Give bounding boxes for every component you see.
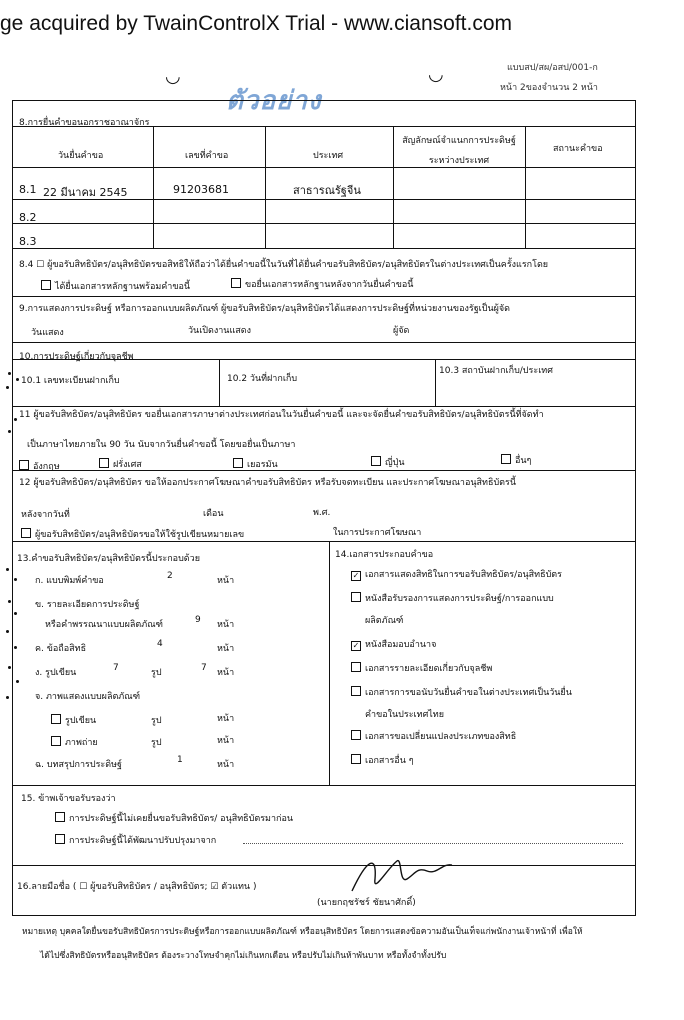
s84-opt2[interactable]: ขอยื่นเอกสารหลักฐานหลังจากวันยื่นคำขอนี้ <box>231 277 413 291</box>
s8-row1-number: 91203681 <box>173 183 229 196</box>
s11-line2: เป็นภาษาไทยภายใน 90 วัน นับจากวันยื่นคำขอนี้ โดยขอยื่นเป็นภาษา <box>27 440 296 450</box>
s13-item-b-unit: หน้า <box>217 620 235 630</box>
s14-item-conversion[interactable]: เอกสารขอเปลี่ยนแปลงประเภทของสิทธิ <box>351 729 516 743</box>
s13-item-e1-unit: รูป <box>151 716 162 726</box>
s13-item-d-value2: 7 <box>201 663 207 673</box>
s11-lang-other[interactable]: อื่นๆ <box>501 453 531 467</box>
s14-title: 14.เอกสารประกอบคำขอ <box>335 550 434 560</box>
s13-item-d-unit: รูป <box>151 668 162 678</box>
s13-item-a-unit: หน้า <box>217 576 235 586</box>
footer-note-line2: ได้ไปซึ่งสิทธิบัตรหรืออนุสิทธิบัตร ต้องระวางโทษจำคุกไม่เกินหกเดือน หรือปรับไม่เกินห้าพันบาท หรือทั้งจำทั้งปรับ <box>40 951 447 961</box>
s12-month: เดือน <box>203 509 224 519</box>
s13-item-e: จ. ภาพแสดงแบบผลิตภัณฑ์ <box>35 692 141 702</box>
s12-drawing-option[interactable]: ผู้ขอรับสิทธิบัตร/อนุสิทธิบัตรขอให้ใช้รูปเขียนหมายเลข <box>21 527 244 541</box>
s14-item-right-doc[interactable]: ✓ เอกสารแสดงสิทธิในการขอรับสิทธิบัตร/อนุสิทธิบัตร <box>352 570 562 580</box>
s13-item-f-unit: หน้า <box>217 760 235 770</box>
s9-organizer: ผู้จัด <box>393 326 410 336</box>
s14-item-exhibit-cert[interactable]: หนังสือรับรองการแสดงการประดิษฐ์/การออกแบบ <box>351 591 554 605</box>
s13-item-f: ฉ. บทสรุปการประดิษฐ์ <box>35 760 122 770</box>
s8-col-number: เลขที่คำขอ <box>185 151 229 161</box>
s16-signature-label: 16.ลายมือชื่อ ( ☐ ผู้ขอรับสิทธิบัตร / อนุสิทธิบัตร; ☑ ตัวแทน ) <box>17 882 257 892</box>
s12-after-date: หลังจากวันที่ <box>21 510 70 520</box>
s13-item-a: ก. แบบพิมพ์คำขอ <box>35 576 104 586</box>
s14-item-exhibit-cert-2: ผลิตภัณฑ์ <box>365 616 404 626</box>
page-indicator: หน้า 2ของจำนวน 2 หน้า <box>500 83 598 93</box>
s10-deposit-date: 10.2 วันที่ฝากเก็บ <box>227 374 298 384</box>
s84-opt1[interactable]: ได้ยื่นเอกสารหลักฐานพร้อมคำขอนี้ <box>41 279 190 293</box>
s8-row3-no: 8.3 <box>19 235 37 248</box>
s16-signer-name: (นายกฤชรัชร์ ชัยนาศักดิ์) <box>317 898 416 908</box>
s15-option-1[interactable]: การประดิษฐ์นี้ไม่เคยยื่นขอรับสิทธิบัตร/ อนุสิทธิบัตรมาก่อน <box>55 811 293 825</box>
s8-col-status: สถานะคำขอ <box>553 144 603 154</box>
handwritten-signature <box>347 849 457 899</box>
s13-item-d-unit2: หน้า <box>217 668 235 678</box>
s9-title: 9.การแสดงการประดิษฐ์ หรือการออกแบบผลิตภัณฑ์ ผู้ขอรับสิทธิบัตร/อนุสิทธิบัตรได้แสดงการประดิษฐ์ที่หน่วยงานของรัฐเป็นผู้จัด <box>19 304 511 314</box>
s84-text: 8.4 ☐ ผู้ขอรับสิทธิบัตร/อนุสิทธิบัตรขอสิทธิให้ถือว่าได้ยื่นคำขอนี้ในวันที่ได้ยื่นคำขอรับสิทธิบัตร/อนุสิทธิบัตรในต่างประเทศเป็นครั้งแรกโดย <box>19 260 549 270</box>
s8-row1-date: 22 มีนาคม 2545 <box>43 186 128 199</box>
s13-item-f-value: 1 <box>177 755 183 765</box>
s13-item-a-value: 2 <box>167 571 173 581</box>
footer-note-line1: หมายเหตุ บุคคลใดยื่นขอรับสิทธิบัตรการประดิษฐ์หรือการออกแบบผลิตภัณฑ์ หรืออนุสิทธิบัตร โดยการแสดงข้อความอันเป็นเท็จแก่พนักงานเจ้าหน้าที่ เพื่อให้ <box>22 927 583 937</box>
s13-item-c-unit: หน้า <box>217 644 235 654</box>
s13-item-c: ค. ข้อถือสิทธิ <box>35 644 87 654</box>
s11-lang-english[interactable]: อังกฤษ <box>19 459 60 473</box>
s11-line1: 11 ผู้ขอรับสิทธิบัตร/อนุสิทธิบัตร ขอยื่นเอกสารภาษาต่างประเทศก่อนในวันยื่นคำขอนี้ และจะจัดยื่นคำขอรับสิทธิบัตร/อนุสิทธิบัตรนี้ที่จัดทำ <box>19 410 544 420</box>
s11-lang-japanese[interactable]: ญี่ปุ่น <box>371 455 405 469</box>
s13-item-b-value: 9 <box>195 615 201 625</box>
s8-row2-no: 8.2 <box>19 211 37 224</box>
s12-year: พ.ศ. <box>313 508 331 518</box>
s13-item-e2[interactable]: ภาพถ่าย <box>51 735 98 749</box>
s15-dotted-line <box>243 843 623 844</box>
s15-title: 15. ข้าพเจ้าขอรับรองว่า <box>21 794 116 804</box>
form-code: แบบสป/สผ/อสป/001-ก <box>507 63 598 73</box>
s11-lang-french[interactable]: ฝรั่งเศส <box>99 457 142 471</box>
s13-item-b2: หรือคำพรรณนาแบบผลิตภัณฑ์ <box>45 620 164 630</box>
s8-col-country: ประเทศ <box>313 151 344 161</box>
s14-item-other[interactable]: เอกสารอื่น ๆ <box>351 753 414 767</box>
s11-lang-german[interactable]: เยอรมัน <box>233 457 278 471</box>
s13-item-e2-unit2: หน้า <box>217 736 235 746</box>
application-form-page-2 <box>12 100 636 916</box>
s10-title: 10.การประดิษฐ์เกี่ยวกับจุลชีพ <box>19 352 134 362</box>
s13-item-e1-unit2: หน้า <box>217 714 235 724</box>
s8-row1-no: 8.1 <box>19 183 37 196</box>
s13-item-c-value: 4 <box>157 639 163 649</box>
s9-open-date: วันเปิดงานแสดง <box>188 326 251 336</box>
s13-item-d: ง. รูปเขียน <box>35 668 77 678</box>
s13-item-b: ข. รายละเอียดการประดิษฐ์ <box>35 600 140 610</box>
s8-row1-country: สาธารณรัฐจีน <box>293 184 361 197</box>
s10-deposit-number: 10.1 เลขทะเบียนฝากเก็บ <box>21 376 120 386</box>
scan-banner: ge acquired by TwainControlX Trial - www.ciansoft.com <box>0 12 512 35</box>
binder-hole-mark-left: ◡ <box>165 66 181 87</box>
sample-stamp: ตัวอย่าง <box>226 86 322 116</box>
s8-title: 8.การยื่นคำขอนอกราชอาณาจักร <box>19 118 150 128</box>
s9-show-date: วันแสดง <box>31 328 64 338</box>
s15-option-2[interactable]: การประดิษฐ์นี้ได้พัฒนาปรับปรุงมาจาก <box>55 833 216 847</box>
s8-col-date: วันยื่นคำขอ <box>58 151 104 161</box>
s14-item-priority[interactable]: เอกสารการขอนับวันยื่นคำขอในต่างประเทศเป็นวันยื่น <box>351 685 572 699</box>
s14-item-power-of-attorney[interactable]: ✓ หนังสือมอบอำนาจ <box>352 640 437 650</box>
s13-item-e2-unit: รูป <box>151 738 162 748</box>
s10-depository: 10.3 สถาบันฝากเก็บ/ประเทศ <box>439 366 553 376</box>
s14-item-microorganism[interactable]: เอกสารรายละเอียดเกี่ยวกับจุลชีพ <box>351 661 492 675</box>
s13-item-e1[interactable]: รูปเขียน <box>51 713 96 727</box>
s14-item-priority-2: คำขอในประเทศไทย <box>365 710 445 720</box>
s12-announce: ในการประกาศโฆษณา <box>333 528 422 538</box>
s12-line1: 12 ผู้ขอรับสิทธิบัตร/อนุสิทธิบัตร ขอให้ออกประกาศโฆษณาคำขอรับสิทธิบัตร หรือรับจดทะเบียน และประกาศโฆษณาอนุสิทธิบัตรนี้ <box>19 478 516 488</box>
s13-title: 13.คำขอรับสิทธิบัตร/อนุสิทธิบัตรนี้ประกอบด้วย <box>17 554 200 564</box>
s13-item-d-value: 7 <box>113 663 119 673</box>
s8-col-ipc: สัญลักษณ์จำแนกการประดิษฐ์ระหว่างประเทศ <box>402 136 516 166</box>
binder-hole-mark-right: ◡ <box>428 64 444 85</box>
